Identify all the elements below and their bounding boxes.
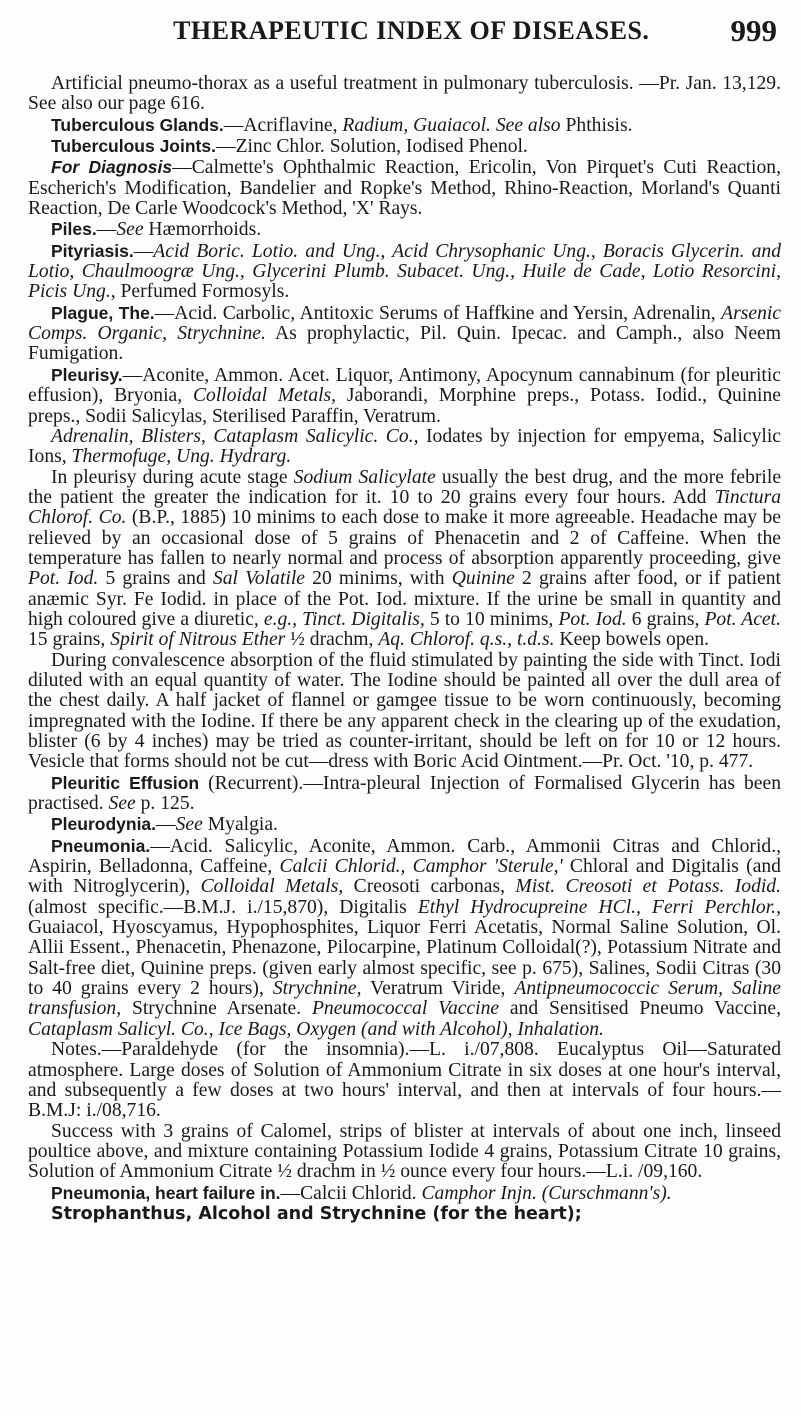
- entry-pityriasis: Pityriasis.—Acid Boric. Lotio. and Ung., Acid Chrysophanic Ung., Boracis Glycerin. and Lotio, Chaulmoogræ Ung., Glycerini Plumb. Subacet. Ung., Huile de Cade, Lotio Resorcini, Picis Ung., Perfumed Formosyls.: [28, 240, 781, 303]
- entry-heading: Pleurisy.: [51, 364, 123, 385]
- running-title: THERAPEUTIC INDEX OF DISEASES.: [173, 16, 650, 45]
- entry-strophanthus: [28, 1204, 781, 1224]
- entry-heading: Pleuritic Effusion: [51, 772, 200, 793]
- entry-heading: Strophanthus, Alcohol and Strychnine (for the heart);: [51, 1203, 582, 1224]
- entry-heading: Piles.: [51, 219, 97, 240]
- entry-heading: Plague, The.: [51, 302, 155, 323]
- entry-heading: For Diagnosis: [51, 157, 173, 178]
- paragraph-pleurisy-external: Adrenalin, Blisters, Cataplasm Salicylic. Co., Iodates by injection for empyema, Salicylic Ions, Thermofuge, Ung. Hydrarg.: [28, 425, 781, 468]
- entry-for-diagnosis: For Diagnosis—Calmette's Ophthalmic Reaction, Ericolin, Von Pirquet's Cuti Reaction, Escherich's Modification, Bandelier and Ropke's Method, Rhino-Reaction, Morland's Quanti Reaction, De Carle Woodcock's Method, 'X' Rays.: [28, 157, 781, 220]
- entry-pleuritic-effusion: Pleuritic Effusion (Recurrent).—Intra-pleural Injection of Formalised Glycerin has been practised. See p. 125.: [28, 772, 781, 815]
- entry-pneumonia: Pneumonia.—Acid. Salicylic, Aconite, Ammon. Carb., Ammonii Citras and Chlorid., Aspirin, Belladonna, Caffeine, Calcii Chlorid., Camphor 'Sterule,' Chloral and Digitalis (and with Nitroglycerin), Colloidal Metals, Creosoti carbonas, Mist. Creosoti et Potass. Iodid. (almost specific.—B.M.J. i./15,870), Digitalis Ethyl Hydrocupreine HCl., Ferri Perchlor., Guaiacol, Hyoscyamus, Hypophosphites, Liquor Ferri Acetatis, Normal Saline Solution, Ol. Allii Essent., Phenacetin, Phenazone, Pilocarpine, Platinum Colloidal(?), Potassium Nitrate and Salt-free diet, Quinine preps. (given early almost specific, see p. 675), Salines, Sodii Citras (30 to 40 grains every 2 hours), Strychnine, Veratrum Viride, Antipneumococcic Serum, Saline transfusion, Strychnine Arsenate. Pneumococcal Vaccine and Sensitised Pneumo Vaccine, Cataplasm Salicyl. Co., Ice Bags, Oxygen (and with Alcohol), Inhalation.: [28, 835, 781, 1040]
- entry-heading: Tuberculous Glands.: [51, 114, 224, 135]
- entry-heading: Pneumonia, heart failure in.: [51, 1182, 281, 1203]
- entry-heading: Pleurodynia.: [51, 814, 157, 835]
- running-header: [32, 10, 777, 52]
- entry-pneumonia-heart-failure: Pneumonia, heart failure in.—Calcii Chlorid. Camphor Injn. (Curschmann's).: [51, 1182, 672, 1204]
- entry-tuberculous-joints: Tuberculous Joints.—Zinc Chlor. Solution, Iodised Phenol.: [51, 136, 528, 158]
- entry-pleurodynia: Pleurodynia.—See Myalgia.: [51, 814, 278, 836]
- paragraph-pneumonia-calomel: Success with 3 grains of Calomel, strips of blister at intervals of about one inch, linseed poultice above, and mixture containing Potassium Iodide 4 grains, Potassium Citrate 10 grains, Solution of Ammonium Citrate ½ drachm in ½ ounce every four hours.—L.i. /09,160.: [28, 1120, 781, 1183]
- entry-pleurisy: Pleurisy.—Aconite, Ammon. Acet. Liquor, Antimony, Apocynum cannabinum (for pleuritic effusion), Bryonia, Colloidal Metals, Jaborandi, Morphine preps., Potass. Iodid., Quinine preps., Sodii Salicylas, Sterilised Paraffin, Veratrum.: [28, 364, 781, 427]
- paragraph-pneumonia-notes: Notes.—Paraldehyde (for the insomnia).—L. i./07,808. Eucalyptus Oil—Saturated atmosphere. Large doses of Solution of Ammonium Citrate in six doses at one hour's interval, and subsequently a few doses at two hours' interval, and then at intervals of four hours.—B.M.J: i./08,716.: [28, 1039, 781, 1122]
- entry-tuberculous-glands: Tuberculous Glands.—Acriflavine, Radium, Guaiacol. See also Phthisis.: [51, 114, 633, 136]
- page-number: 999: [730, 13, 777, 48]
- paragraph-artificial-pneumothorax: Artificial pneumo-thorax as a useful treatment in pulmonary tuberculosis. —Pr. Jan. 13,129. See also our page 616.: [28, 73, 781, 115]
- page-body: [28, 74, 781, 1224]
- entry-plague: Plague, The.—Acid. Carbolic, Antitoxic Serums of Haffkine and Yersin, Adrenalin, Arsenic Comps. Organic, Strychnine. As prophylactic, Pil. Quin. Ipecac. and Camph., also Neem Fumigation.: [28, 302, 782, 365]
- paragraph-pleurisy-acute: In pleurisy during acute stage Sodium Salicylate usually the best drug, and the more febrile the patient the greater the indication for it. 10 to 20 grains every four hours. Add Tinctura Chlorof. Co. (B.P., 1885) 10 minims to each dose to make it more agreeable. Headache may be relieved by an occasional dose of 5 grains of Phenacetin and 2 of Caffeine. When the temperature has fallen to nearly normal and process of absorption apparently proceeding, give Pot. Iod. 5 grains and Sal Volatile 20 minims, with Quinine 2 grains after food, or if patient anæmic Syr. Fe Iodid. in place of the Pot. Iod. mixture. If the urine be small in quantity and high coloured give a diuretic, e.g., Tinct. Digitalis, 5 to 10 minims, Pot. Iod. 6 grains, Pot. Acet. 15 grains, Spirit of Nitrous Ether ½ drachm, Aq. Chlorof. q.s., t.d.s. Keep bowels open.: [28, 466, 782, 651]
- entry-heading: Pneumonia.: [51, 835, 151, 856]
- entry-heading: Tuberculous Joints.: [51, 136, 216, 157]
- paragraph-pleurisy-convalescence: During convalescence absorption of the fluid stimulated by painting the side with Tinct. Iodi diluted with an equal quantity of water. The Iodine should be painted all over the dull area of the chest daily. A half jacket of flannel or gamgee tissue to be worn continuously, becoming impregnated with the Iodine. If there be any apparent check in the clearing up of the exudation, blister (6 by 4 inches) may be tried as counter-irritant, should be left on for 10 or 12 hours. Vesicle that forms should not be cut—dress with Boric Acid Ointment.—Pr. Oct. '10, p. 477.: [28, 649, 781, 773]
- entry-heading: Pityriasis.: [51, 240, 134, 261]
- entry-piles: Piles.—See Hæmorrhoids.: [51, 219, 262, 241]
